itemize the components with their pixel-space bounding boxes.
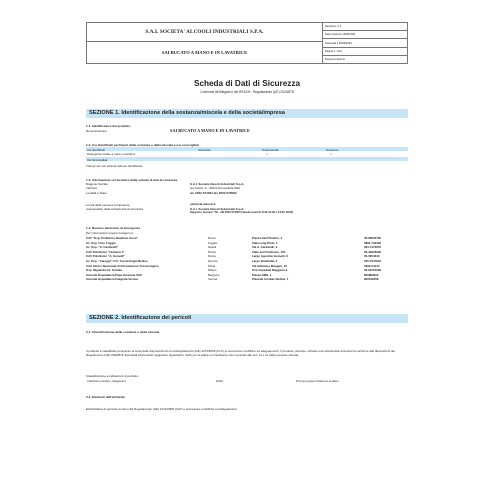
uses-col-industrial: Industriali <box>198 147 211 152</box>
uses-header-bar <box>86 147 408 151</box>
sconsigliati-bar <box>86 157 408 161</box>
supplier-label-location: Località e Stato <box>86 190 107 195</box>
revision-info <box>323 23 407 63</box>
contact-email[interactable]: sds@sai-alcooli.it <box>190 202 216 206</box>
technical-support: Supporto Tecnico: Tel. +39 0522 574304 (lunedì-venerdì: 8.30-12.30 e 14.00-18.00) <box>190 211 294 214</box>
centre-name: Osp. Niguarda Ca' Granda <box>86 268 122 273</box>
emergency-intro: Per informazioni urgenti rivolgersi a <box>86 231 134 235</box>
centre-address: Viale del Policlinico, 155 <box>252 249 286 254</box>
uses-col-consumer: Consumo <box>326 147 339 152</box>
centre-address: Via Salvatore Maugeri, 10 <box>252 263 287 268</box>
centre-city: Pavia <box>208 263 216 268</box>
centre-city: Foggia <box>208 240 217 245</box>
centre-phone: 06-68593726 <box>364 236 382 240</box>
centre-address: P.za Ospedale Maggiore,3 <box>252 268 288 273</box>
centre-city: Firenze <box>208 259 218 263</box>
revision-date: Data revisione 19/06/2024 <box>323 31 407 39</box>
s22-text: Etichettatura di pericolo ai sensi del Regolamento (CE) 1272/2008 (CLP) e successive modifiche ed adeguamenti. <box>86 407 238 411</box>
centre-phone: 0382-24444 <box>364 263 380 268</box>
centre-city: Milano <box>208 268 217 273</box>
centre-address: Viale Luigi Pinto, 1 <box>252 240 278 245</box>
s12-title: 1.2. Usi identificati pertinenti della sostanza o della miscela e usi sconsigliati <box>86 143 199 147</box>
centre-name: CAV "Osp. Pediatrico Bambino Gesù" <box>86 236 138 240</box>
page-number: Pagina n. 1/12 <box>323 48 407 56</box>
hazard-class: Irritazione oculare, categoria 2 <box>87 379 126 383</box>
classification-intro: Classificazione e indicazioni di pericolo: <box>86 374 139 378</box>
revision-number: Revisione n. 1 <box>323 23 407 31</box>
centre-name: CAV Policlinico "Umberto I" <box>86 249 125 254</box>
document-title: Scheda di Dati di Sicurezza <box>193 79 300 88</box>
edition-note: Nuova emissione <box>325 57 345 61</box>
centre-city: Roma <box>208 249 216 254</box>
centre-city: Roma <box>208 236 216 240</box>
centre-phone: 800011858 <box>364 277 379 282</box>
centre-name: CAV Policlinico "A. Gemelli" <box>86 254 125 259</box>
supplier-label-address: Indirizzo <box>86 186 98 190</box>
header-main <box>87 23 323 63</box>
centre-phone: 06-3054343 <box>364 254 380 259</box>
centre-address: Largo Brambilla, 3 <box>252 259 278 263</box>
s11-product-name: SAI BUCATO A MANO E IN LAVATRICE <box>170 128 250 133</box>
centre-phone: 800883300 <box>364 272 379 277</box>
hazard-code: H319 <box>216 379 223 383</box>
supplier-label-name: Ragione Sociale <box>86 182 108 186</box>
centre-name: Azienda Ospedaliera Integrata Verona <box>86 277 138 282</box>
email-label-line1: e-mail della persona competente, <box>86 203 131 207</box>
safety-data-sheet-page <box>86 22 408 462</box>
responsible-company: S.A.I. Società Alcooli Industriali S.p.A. <box>190 206 245 211</box>
document-header <box>86 22 408 64</box>
centre-phone: 081-7472870 <box>364 245 382 250</box>
uses-professional-check: ✓ <box>266 152 269 156</box>
centre-phone: 055-7947819 <box>364 259 382 263</box>
uses-col-identified: Usi Identificati <box>87 147 105 152</box>
header-product-name: SAI BUCATO A MANO E IN LAVATRICE <box>161 50 248 55</box>
centre-address: Largo Agostino Gemelli, 8 <box>252 254 288 259</box>
email-label-line2: responsabile della scheda dati di sicurezza <box>86 207 144 211</box>
s14-title: 1.4. Numero telefonico di emergenza <box>86 226 140 230</box>
print-date: Stampata il 19/06/2024 <box>323 39 407 47</box>
uses-col-professional: Professionali <box>262 147 279 152</box>
s22-title: 2.2. Elementi dell'etichetta <box>86 395 125 399</box>
supplier-address: via Tolstoi, 9 - 42010 Roncadella (RE) <box>190 186 241 190</box>
s11-title: 1.1. Identificatore del prodotto <box>86 124 131 128</box>
centre-city: Roma <box>208 254 216 259</box>
centre-city: Bergamo <box>208 272 220 277</box>
centre-name: Azienda Ospedaliera Papa Giovanni XXII <box>86 272 142 277</box>
centre-address: Piazza OMS, 1 <box>252 272 272 277</box>
centre-name: CAV Centro Nazionale di Informazione Tossicologica <box>86 263 159 268</box>
uses-row-label: Detergente bucato a mano e lavatrice <box>87 152 136 156</box>
centre-city: Verona <box>208 277 218 282</box>
centre-city: Napoli <box>208 245 217 250</box>
sconsigliati-note: Tutti gli usi non indicati nell'uso identificato. <box>86 164 144 168</box>
centre-name: Az. Osp. "Careggi" U.O. Tossicologia Medica <box>86 259 148 263</box>
centre-name: Az. Osp. "A. Cardarelli" <box>86 245 119 250</box>
centre-phone: 0881-732326 <box>364 240 382 245</box>
sconsigliati-label: Usi Sconsigliati <box>87 157 108 162</box>
s13-title: 1.3. Informazioni sul fornitore della scheda di dati di sicurezza <box>86 178 178 182</box>
section-1-heading: SEZIONE 1. Identificazione della sostanza/miscela e della società/impresa <box>86 109 408 118</box>
s11-label: Denominazione <box>86 129 107 133</box>
supplier-name: S.A.I. Società Alcooli Industriali S.p.A. <box>190 182 245 186</box>
centre-phone: 02-66101029 <box>364 268 382 273</box>
section-2-heading: SEZIONE 2. Identificazione dei pericoli <box>86 314 408 323</box>
hazard-statement: Provoca grave irritazione oculare. <box>296 379 340 383</box>
centre-address: Piazzale Aristide Stefani, 1 <box>252 277 289 282</box>
centre-address: Via A. Cardarelli, 9 <box>252 245 278 250</box>
s21-paragraph: Il prodotto è classificato pericoloso ai sensi delle disposizioni di cui al Regolamento (CE) 1272/2008 (CLP) (e successive modifiche ed adeguamenti). Il prodotto, pertanto, richiede una scheda dati di sicurezza conforme alle disposizioni del Regolamento (UE) 2020/878. Eventuali informazioni aggiuntive riguardanti i rischi per la salute e/o l'ambiente sono riportate alle sez. 11 e 12 della presente scheda. <box>86 349 395 358</box>
document-subtitle: Conforme all'Allegato II del REACH - Regolamento (UE) 2020/878 <box>200 90 294 94</box>
centre-name: Az. Osp. Univ. Foggia <box>86 240 116 245</box>
centre-phone: 06-49978000 <box>364 249 382 254</box>
supplier-phone: tel. 0522-574304 fax 0522-575083 <box>190 190 237 195</box>
uses-consumer-check: ✓ <box>330 152 333 156</box>
company-name: S.A.I. SOCIETA' ALCOOLI INDUSTRIALI S.P.A. <box>87 23 322 42</box>
centre-address: Piazza Sant'Onofrio, 4 <box>252 236 283 240</box>
s21-title: 2.1. Classificazione della sostanza o della miscela <box>86 330 160 334</box>
